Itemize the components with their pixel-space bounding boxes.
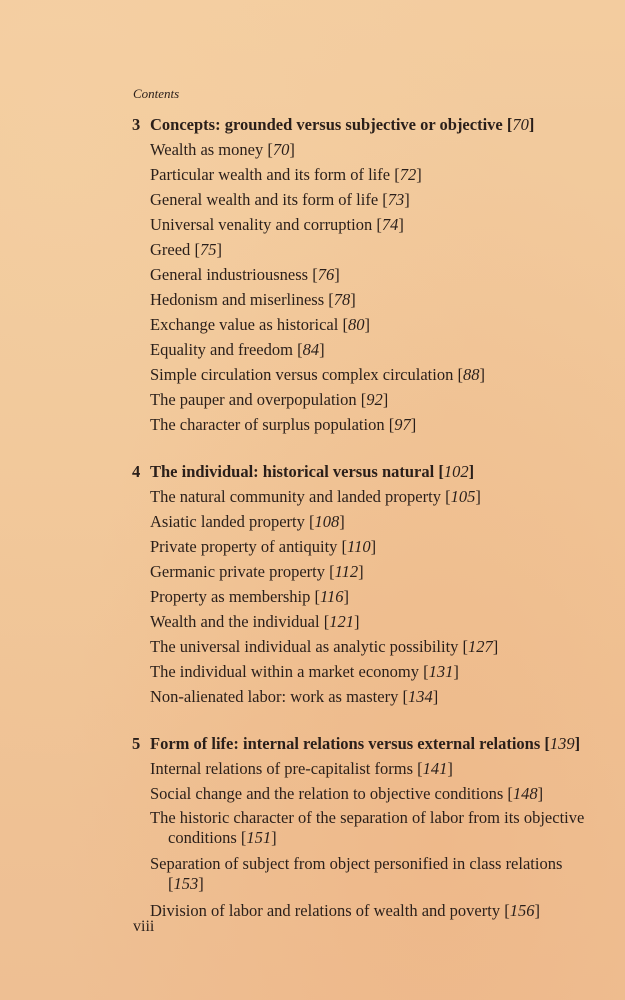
toc-entry-title: Wealth and the individual xyxy=(150,612,320,631)
page-reference: [75] xyxy=(190,240,222,259)
page-reference: [156] xyxy=(500,901,540,920)
page-reference: [148] xyxy=(503,784,544,803)
toc-entry xyxy=(0,484,625,509)
toc-entry-title: Asiatic landed property xyxy=(150,512,305,531)
toc-entry-title: Germanic private property xyxy=(150,562,326,581)
page-reference-number: 108 xyxy=(314,512,340,531)
toc-entry-title: General wealth and its form of life xyxy=(150,190,379,209)
page-reference: [110] xyxy=(337,537,377,556)
toc-entry xyxy=(0,898,625,923)
page-reference: [92] xyxy=(356,390,389,409)
toc-entry-title: Private property of antiquity xyxy=(150,537,338,556)
chapter-title xyxy=(150,459,474,484)
chapter-number: 3 xyxy=(132,115,141,134)
chapter-title-text: Concepts: grounded versus subjective or objective xyxy=(150,115,503,134)
toc-entry xyxy=(0,509,625,534)
page-reference: [105] xyxy=(440,487,481,506)
toc-entry xyxy=(0,362,625,387)
page-reference-number: 110 xyxy=(347,537,371,556)
page-reference: [80] xyxy=(338,315,370,334)
toc-entry-title: Non-alienated labor: work as mastery xyxy=(150,687,399,706)
toc-entry xyxy=(0,684,625,709)
toc-entry xyxy=(0,559,625,584)
page-reference-number: 139 xyxy=(549,734,575,753)
toc-entry-title: Particular wealth and its form of life xyxy=(150,165,391,184)
toc-entry-title: The historic character of the separation of labor from its objective conditions xyxy=(150,808,585,847)
toc-entry xyxy=(0,852,625,898)
page-reference: [112] xyxy=(325,562,364,581)
toc-entry xyxy=(0,412,625,437)
page-reference: [97] xyxy=(384,415,417,434)
page-reference: [88] xyxy=(453,365,485,384)
toc-entry-title: Internal relations of pre-capitalist forms xyxy=(150,759,413,778)
page-reference-number: 156 xyxy=(509,901,535,920)
toc-entry xyxy=(0,609,625,634)
page-reference: [141] xyxy=(413,759,453,778)
chapter-heading xyxy=(0,459,625,484)
page-reference-number: 72 xyxy=(399,165,417,184)
toc-entry-title: The character of surplus population xyxy=(150,415,385,434)
page-reference-number: 121 xyxy=(329,612,354,631)
toc-entry-title: The natural community and landed property xyxy=(150,487,441,506)
page-reference-number: 73 xyxy=(387,190,405,209)
chapter-title xyxy=(150,731,580,756)
chapter-block xyxy=(0,112,625,437)
page-reference: [76] xyxy=(308,265,340,284)
toc-entry-title: Universal venality and corruption xyxy=(150,215,373,234)
page-reference-number: 131 xyxy=(428,662,454,681)
page-reference: [78] xyxy=(324,290,356,309)
toc-entry xyxy=(0,237,625,262)
toc-entry-title: Hedonism and miserliness xyxy=(150,290,325,309)
toc-entry xyxy=(0,187,625,212)
toc-entry xyxy=(0,634,625,659)
page-reference: [116] xyxy=(310,587,350,606)
toc-entry xyxy=(0,262,625,287)
page-reference-number: 74 xyxy=(381,215,399,234)
toc-entry xyxy=(0,756,625,781)
toc-entry xyxy=(0,659,625,684)
chapter-block xyxy=(0,731,625,923)
page-reference: [102] xyxy=(434,462,475,481)
page-reference-number: 76 xyxy=(317,265,335,284)
chapter-spacer xyxy=(0,437,625,459)
toc-entry xyxy=(0,337,625,362)
toc-entry-title: The individual within a market economy xyxy=(150,662,419,681)
chapter-block xyxy=(0,459,625,709)
page-reference: [151] xyxy=(236,828,277,847)
toc-entry xyxy=(0,534,625,559)
page-number: viii xyxy=(133,918,155,935)
page-reference-number: 102 xyxy=(443,462,469,481)
page-reference: [70] xyxy=(263,140,295,159)
page-reference-number: 92 xyxy=(366,390,383,409)
page-reference: [139] xyxy=(540,734,581,753)
page-reference-number: 78 xyxy=(333,290,351,309)
page-reference-number: 141 xyxy=(422,759,448,778)
toc-entry-title: General industriousness xyxy=(150,265,309,284)
page-reference: [108] xyxy=(304,512,345,531)
page-reference: [70] xyxy=(502,115,535,134)
chapter-heading xyxy=(0,731,625,756)
page-reference-number: 127 xyxy=(468,637,493,656)
page-reference: [153] xyxy=(168,874,204,893)
chapter-title-text: The individual: historical versus natural xyxy=(150,462,435,481)
page-reference-number: 105 xyxy=(450,487,476,506)
page-reference-number: 153 xyxy=(173,874,199,893)
toc-entry xyxy=(0,287,625,312)
page-reference-number: 116 xyxy=(320,587,344,606)
chapter-heading xyxy=(0,112,625,137)
toc-entry-title: Separation of subject from object personified in class relations xyxy=(150,854,563,873)
page-reference-number: 97 xyxy=(394,415,411,434)
chapter-title-text: Form of life: internal relations versus external relations xyxy=(150,734,541,753)
toc-entry-title: Greed xyxy=(150,240,191,259)
toc-entry-title: Equality and freedom xyxy=(150,340,293,359)
page-reference: [84] xyxy=(292,340,325,359)
page-reference: [131] xyxy=(418,662,459,681)
toc-entry xyxy=(0,212,625,237)
page-reference-number: 112 xyxy=(334,562,359,581)
toc-entry-title: Property as membership xyxy=(150,587,311,606)
toc-entry-title: Wealth as money xyxy=(150,140,264,159)
toc-entry-title: The universal individual as analytic possibility xyxy=(150,637,459,656)
toc-entry xyxy=(0,806,625,852)
toc-entry-title: The pauper and overpopulation xyxy=(150,390,357,409)
toc-entry-title: Exchange value as historical xyxy=(150,315,339,334)
table-of-contents xyxy=(0,112,625,923)
chapter-spacer xyxy=(0,709,625,731)
page-reference-number: 70 xyxy=(512,115,529,134)
page-reference-number: 70 xyxy=(272,140,290,159)
chapter-title xyxy=(150,112,534,137)
toc-entry-title: Division of labor and relations of wealth and poverty xyxy=(150,901,501,920)
page-reference-number: 148 xyxy=(512,784,538,803)
chapter-number: 5 xyxy=(132,734,141,753)
page-reference-number: 75 xyxy=(199,240,217,259)
toc-entry xyxy=(0,387,625,412)
toc-entry-title: Simple circulation versus complex circulation xyxy=(150,365,454,384)
page-reference-number: 134 xyxy=(407,687,433,706)
page-reference: [134] xyxy=(398,687,439,706)
page-reference-number: 151 xyxy=(246,828,272,847)
page-reference-number: 88 xyxy=(462,365,480,384)
page-reference: [73] xyxy=(378,190,410,209)
page-reference-number: 80 xyxy=(347,315,365,334)
toc-entry-title: Social change and the relation to objective conditions xyxy=(150,784,504,803)
toc-entry xyxy=(0,312,625,337)
toc-entry xyxy=(0,162,625,187)
toc-entry xyxy=(0,137,625,162)
page-reference: [74] xyxy=(372,215,404,234)
page-reference-number: 84 xyxy=(302,340,320,359)
page-reference: [121] xyxy=(319,612,360,631)
running-head: Contents xyxy=(133,86,180,101)
toc-entry xyxy=(0,584,625,609)
toc-entry xyxy=(0,781,625,806)
page-reference: [127] xyxy=(458,637,499,656)
page-reference: [72] xyxy=(390,165,422,184)
chapter-number: 4 xyxy=(132,462,141,481)
